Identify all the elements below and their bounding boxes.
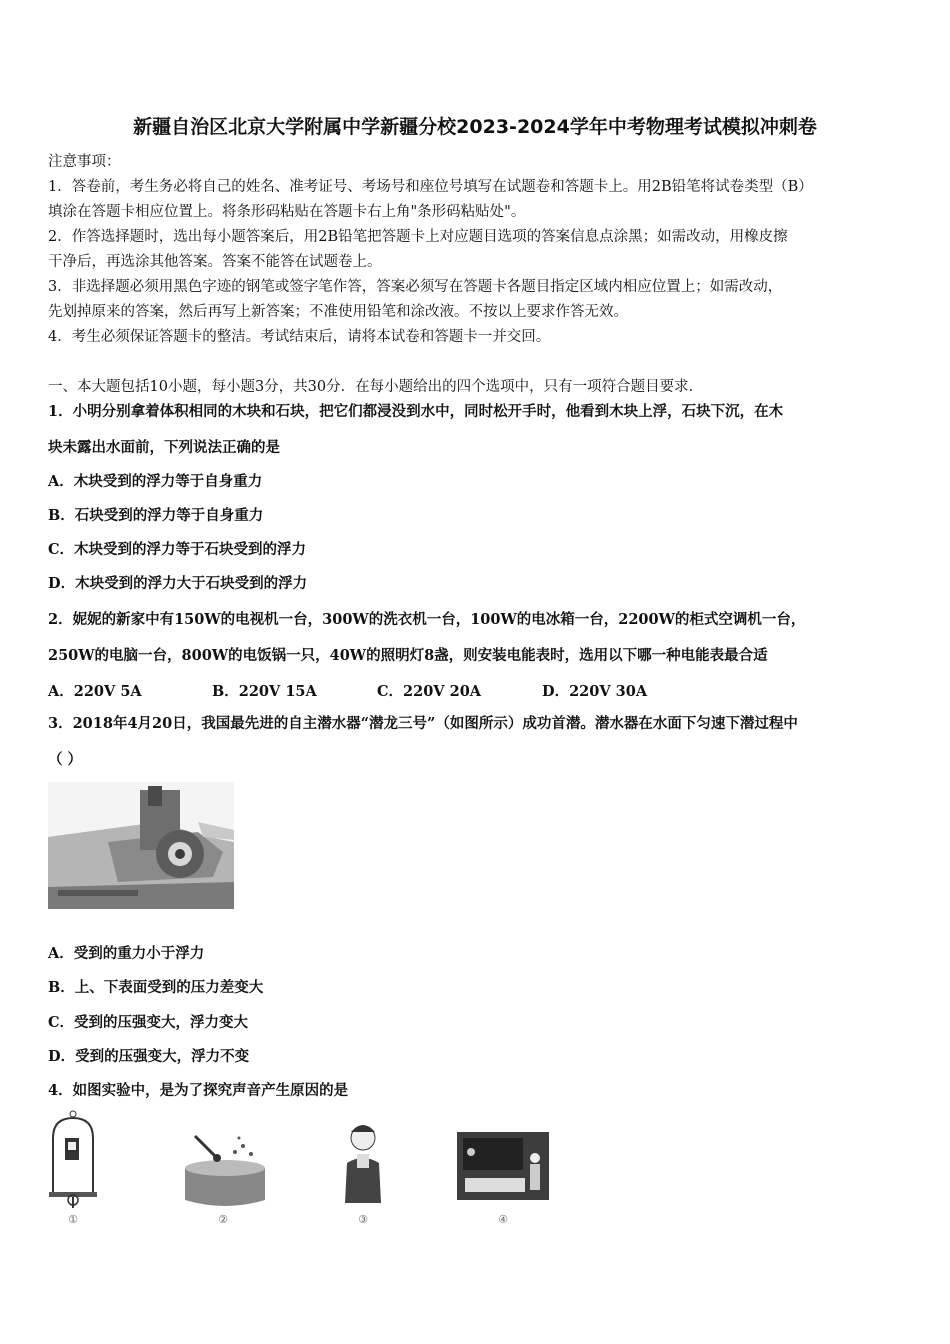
submersible-photo — [48, 782, 234, 909]
notice-line: 1．答卷前，考生务必将自己的姓名、准考证号、考场号和座位号填写在试题卷和答题卡上。用2B铅笔将试卷类型（B） — [48, 179, 813, 195]
question-1-option-b: B．石块受到的浮力等于自身重力 — [48, 507, 264, 524]
question-3-option-d: D．受到的压强变大，浮力不变 — [48, 1048, 250, 1065]
question-1-option-c: C．木块受到的浮力等于石块受到的浮力 — [48, 541, 307, 558]
question-1-option-a: A．木块受到的浮力等于自身重力 — [48, 473, 263, 490]
question-1-stem: 块未露出水面前，下列说法正确的是 — [48, 439, 280, 456]
notice-line: 干净后，再选涂其他答案。答案不能答在试题卷上。 — [48, 254, 382, 270]
question-1-stem: 1．小明分别拿着体积相同的木块和石块，把它们都浸没到水中，同时松开手时，他看到木块上浮，石块下沉，在木 — [48, 403, 784, 420]
notice-line: 填涂在答题卡相应位置上。将条形码粘贴在答题卡右上角"条形码粘贴处"。 — [48, 204, 526, 220]
question-2-option-a: A．220V 5A — [48, 683, 142, 700]
section-heading: 一、本大题包括10小题，每小题3分，共30分．在每小题给出的四个选项中，只有一项符合题目要求． — [48, 379, 704, 395]
notice-line: 3．非选择题必须用黑色字迹的钢笔或签字笔作答，答案必须写在答题卡各题目指定区域内相应位置上；如需改动， — [48, 279, 783, 295]
question-3-option-a: A．受到的重力小于浮力 — [48, 945, 205, 962]
question-3-stem: 3．2018年4月20日，我国最先进的自主潜水器“潜龙三号”（如图所示）成功首潜。潜水器在水面下匀速下潜过程中 — [48, 715, 798, 732]
submersible-image — [48, 782, 234, 909]
notice-line: 4．考生必须保证答题卡的整洁。考试结束后，请将本试卷和答题卡一并交回。 — [48, 329, 551, 345]
question-1-option-d: D．木块受到的浮力大于石块受到的浮力 — [48, 575, 308, 592]
question-3-option-c: C．受到的压强变大，浮力变大 — [48, 1014, 249, 1031]
classroom-drawing — [457, 1132, 549, 1200]
notice-line: 先划掉原来的答案，然后再写上新答案；不准使用铅笔和涂改液。不按以上要求作答无效。 — [48, 304, 628, 320]
question-2-option-d: D．220V 30A — [542, 683, 648, 700]
experiments-image — [45, 1108, 553, 1228]
question-3-stem: （ ） — [48, 751, 83, 768]
question-2-stem: 2．妮妮的新家中有150W的电视机一台，300W的洗衣机一台，100W的电冰箱一台，2200W的柜式空调机一台， — [48, 611, 806, 628]
notice-heading: 注意事项： — [48, 154, 121, 170]
figure-label-2: ② — [218, 1213, 228, 1226]
figure-label-3: ③ — [358, 1213, 368, 1226]
question-4-stem: 4．如图实验中，是为了探究声音产生原因的是 — [48, 1082, 349, 1099]
question-2-option-c: C．220V 20A — [377, 683, 482, 700]
page-title: 新疆自治区北京大学附属中学新疆分校2023-2024学年中考物理考试模拟冲刺卷 — [133, 116, 817, 138]
figure-label-4: ④ — [498, 1213, 508, 1226]
experiments-figure — [45, 1108, 553, 1228]
figure-label-1: ① — [68, 1213, 78, 1226]
question-2-stem: 250W的电脑一台，800W的电饭锅一只，40W的照明灯8盏，则安装电能表时，选用以下哪一种电能表最合适 — [48, 647, 768, 664]
question-2-option-b: B．220V 15A — [212, 683, 317, 700]
notice-line: 2．作答选择题时，选出每小题答案后，用2B铅笔把答题卡上对应题目选项的答案信息点涂黑；如需改动，用橡皮擦 — [48, 229, 788, 245]
question-3-option-b: B．上、下表面受到的压力差变大 — [48, 979, 264, 996]
